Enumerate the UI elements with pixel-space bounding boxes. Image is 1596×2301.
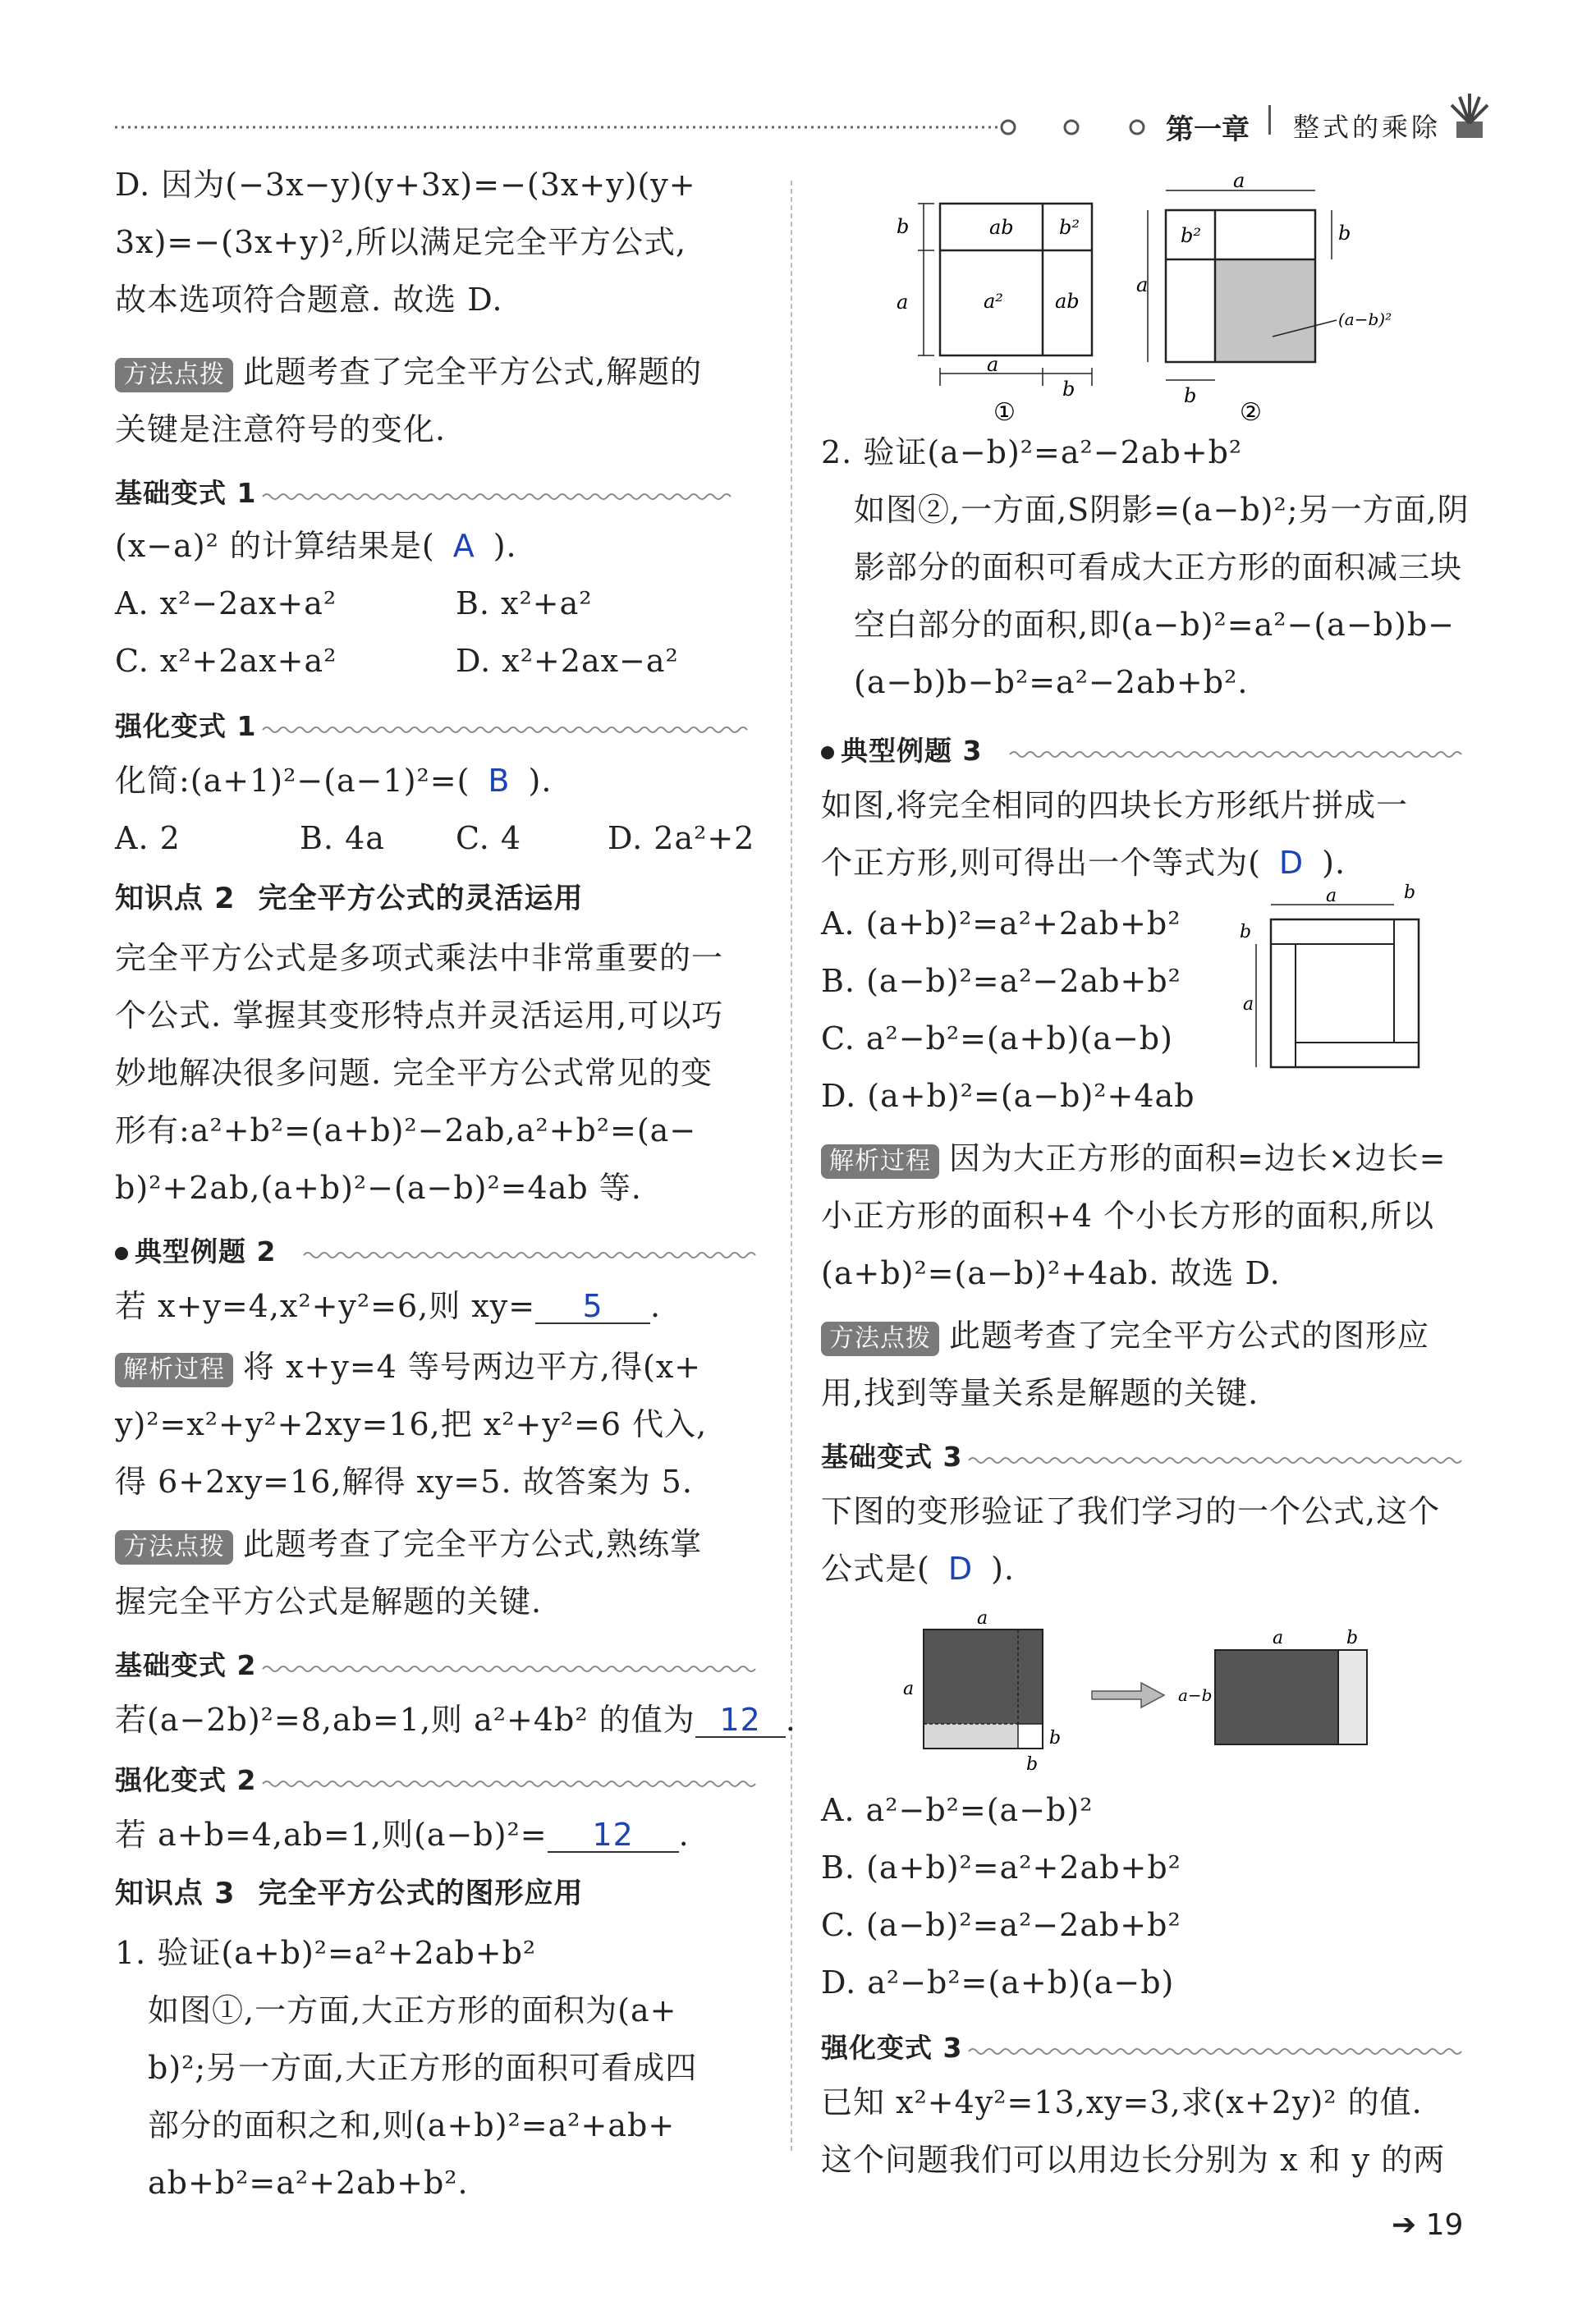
section-title: 基础变式 3 [821,1441,963,1473]
fig4-bottom-b: b [1026,1754,1039,1775]
question-line [115,1814,690,1855]
answer-blank: 5 [535,1290,650,1324]
text-line: 1. 验证(a+b)²=a²+2ab+b² [115,1935,537,1971]
fig1-label-b2: b² [1059,216,1080,239]
option-d: D. x²+2ax−a² [456,643,679,679]
option-b: B. x²+a² [456,585,593,621]
solution-tag: 解析过程 [115,1353,233,1387]
fig3-side-a: a [1243,994,1254,1015]
question-text: ). [528,763,553,799]
text-line: 完全平方公式是多项式乘法中非常重要的一 [115,940,724,976]
tip-block [821,1315,1429,1356]
answer-text: A [452,528,475,564]
tip-text: 此题考查了完全平方公式的图形应 [949,1318,1430,1354]
answer-text: B [488,763,511,799]
question-line [115,1286,661,1327]
question-text: . [678,1817,690,1853]
fig3-top-b: b [1404,882,1416,903]
text-line: 用,找到等量关系是解题的关键. [821,1375,1259,1411]
fig2-label-amb: (a−b)² [1338,309,1392,329]
solution-text: 将 x+y=4 等号两边平方,得(x+ [243,1349,702,1385]
fig1-side-a: a [897,291,909,314]
kp-label: 知识点 2 [115,882,236,915]
wavy-rule [263,724,755,736]
option-d: D. a²−b²=(a+b)(a−b) [821,1964,1175,2001]
text-line: 形有:a²+b²=(a+b)²−2ab,a²+b²=(a− [115,1112,697,1148]
arrow-right-icon: ➔ [1392,2208,1417,2242]
question-text: 公式是( [821,1551,930,1587]
wavy-rule [263,1778,755,1790]
fig1-bottom-b: b [1062,378,1075,401]
fig1-side-b: b [897,215,910,238]
kp-title: 完全平方公式的灵活运用 [258,882,584,915]
text-line: 个公式. 掌握其变形特点并灵活运用,可以巧 [115,997,724,1034]
answer-text: D [1278,845,1305,881]
text-line: 2. 验证(a−b)²=a²−2ab+b² [821,434,1243,470]
solution-block [821,1138,1447,1179]
fig4-right-a: a [1273,1628,1284,1648]
option-c: C. (a−b)²=a²−2ab+b² [821,1907,1181,1943]
section-title: 强化变式 1 [115,710,257,742]
text-line: 部分的面积之和,则(a+b)²=a²+ab+ [148,2107,676,2143]
fig4-side-a: a [903,1679,915,1699]
question-text: 若(a−2b)²=8,ab=1,则 a²+4b² 的值为 [115,1702,695,1738]
example-title: 典型例题 3 [841,735,983,767]
section-title: 强化变式 2 [115,1764,257,1796]
wavy-rule [1010,749,1461,760]
header-dotted-rule [115,115,1018,140]
example-heading [821,731,982,772]
question-text: 化简:(a+1)²−(a−1)²=( [115,763,470,799]
wavy-rule [969,1455,1461,1466]
header-separator [1268,105,1271,135]
figure-2-square [1136,169,1453,427]
question-text: 若 a+b=4,ab=1,则(a−b)²= [115,1817,548,1853]
solution-block [115,1346,701,1387]
text-line: 空白部分的面积,即(a−b)²=a²−(a−b)b− [854,607,1455,643]
text-line: 影部分的面积可看成大正方形的面积减三块 [854,549,1463,585]
chapter-label: 第一章 [1166,113,1250,146]
fig4-label-amb: a−b [1178,1685,1213,1705]
fig2-bottom-b: b [1184,384,1197,407]
figure-4-transform [903,1609,1396,1790]
option-c: C. 4 [456,820,522,856]
chapter-title: 整式的乘除 [1293,112,1442,143]
option-d: D. (a+b)²=(a−b)²+4ab [821,1078,1195,1114]
text-line: 下图的变形验证了我们学习的一个公式,这个 [821,1493,1441,1529]
tip-tag: 方法点拨 [821,1322,939,1356]
text-line: 握完全平方公式是解题的关键. [115,1584,543,1620]
header-circles [1059,115,1158,140]
knowledge-point-heading [115,1873,584,1914]
text-line: D. 因为(−3x−y)(y+3x)=−(3x+y)(y+ [115,167,696,203]
figure-1-square [887,181,1149,427]
option-b: B. (a−b)²=a²−2ab+b² [821,963,1181,999]
solution-tag: 解析过程 [821,1144,939,1179]
bullet-dot [821,746,834,759]
figure-3-square [1240,882,1445,1075]
tip-tag: 方法点拨 [115,1530,233,1565]
option-c: C. a²−b²=(a+b)(a−b) [821,1020,1173,1057]
fig3-side-b: b [1240,922,1252,942]
section-title: 基础变式 2 [115,1649,257,1681]
text-line: (a+b)²=(a−b)²+4ab. 故选 D. [821,1255,1281,1291]
example-heading [115,1231,276,1272]
question-text: ). [991,1551,1015,1587]
page-number: 19 [1425,2208,1464,2242]
text-line: 关键是注意符号的变化. [115,411,447,447]
option-a: A. (a+b)²=a²+2ab+b² [821,905,1181,942]
fig2-label-b2: b² [1181,224,1201,247]
page-number-area [1392,2208,1463,2242]
example-title: 典型例题 2 [135,1235,277,1267]
text-line: 如图①,一方面,大正方形的面积为(a+ [148,1992,677,2028]
text-line: 如图,将完全相同的四块长方形纸片拼成一 [821,787,1409,823]
solution-text: 因为大正方形的面积=边长×边长= [949,1140,1447,1176]
text-line: 妙地解决很多问题. 完全平方公式常见的变 [115,1055,713,1091]
tip-block [115,1524,702,1565]
wavy-rule [304,1249,755,1261]
option-a: A. 2 [115,820,181,856]
question-line [115,760,552,801]
text-line: 如图②,一方面,S阴影=(a−b)²;另一方面,阴 [854,492,1470,528]
section-title: 强化变式 3 [821,2032,963,2064]
answer-text: D [947,1551,974,1587]
kp-label: 知识点 3 [115,1877,236,1910]
text-line: ab+b²=a²+2ab+b². [148,2165,469,2201]
question-text: . [650,1288,662,1324]
fig2-top-a: a [1233,169,1245,192]
wavy-rule [969,2046,1461,2057]
text-line: (a−b)b−b²=a²−2ab+b². [854,664,1249,700]
fig1-label-ab: ab [989,216,1014,239]
question-line [115,1699,796,1740]
tip-block [115,351,702,392]
text-line: b)²;另一方面,大正方形的面积可看成四 [148,2050,698,2086]
fig1-label-ab2: ab [1055,290,1080,313]
option-b: B. 4a [300,820,385,856]
plant-icon [1445,92,1494,141]
text-line: 这个问题我们可以用边长分别为 x 和 y 的两 [821,2142,1446,2178]
tip-text: 此题考查了完全平方公式,熟练掌 [243,1526,703,1562]
question-text: ). [1322,845,1346,881]
knowledge-point-heading [115,878,584,919]
question-line [115,525,517,566]
fig1-bottom-a: a [987,353,999,376]
wavy-rule [263,1663,755,1675]
fig2-side-b: b [1338,222,1351,245]
question-text: ). [493,528,517,564]
answer-blank: 12 [695,1703,786,1738]
bullet-dot [115,1247,128,1260]
question-line [821,842,1346,883]
fig4-top-a: a [977,1608,988,1629]
fig1-number: ① [993,398,1016,427]
question-text: 个正方形,则可得出一个等式为( [821,845,1261,881]
text-line: 已知 x²+4y²=13,xy=3,求(x+2y)² 的值. [821,2084,1423,2120]
option-d: D. 2a²+2 [608,820,755,856]
text-line: 得 6+2xy=16,解得 xy=5. 故答案为 5. [115,1464,693,1500]
question-text: . [785,1702,796,1738]
fig2-side-a: a [1136,273,1149,296]
text-line: 故本选项符合题意. 故选 D. [115,282,503,318]
option-c: C. x²+2ax+a² [115,643,337,679]
tip-tag: 方法点拨 [115,358,233,392]
fig1-label-a2: a² [984,290,1003,313]
fig4-side-b: b [1049,1728,1062,1749]
section-title: 基础变式 1 [115,477,257,509]
question-line [821,1548,1015,1589]
text-line: b)²+2ab,(a+b)²−(a−b)²=4ab 等. [115,1170,642,1206]
kp-title: 完全平方公式的图形应用 [258,1877,584,1910]
fig3-top-a: a [1326,886,1337,906]
fig4-right-b: b [1346,1628,1359,1648]
text-line: 3x)=−(3x+y)²,所以满足完全平方公式, [115,224,687,260]
answer-blank: 12 [548,1818,679,1853]
option-a: A. a²−b²=(a−b)² [821,1792,1094,1828]
text-line: 小正方形的面积+4 个小长方形的面积,所以 [821,1198,1435,1234]
fig2-number: ② [1240,398,1262,427]
text-line: y)²=x²+y²+2xy=16,把 x²+y²=6 代入, [115,1406,708,1442]
wavy-rule [263,491,755,502]
tip-text: 此题考查了完全平方公式,解题的 [243,354,703,390]
option-a: A. x²−2ax+a² [115,585,337,621]
column-divider [791,181,792,2151]
question-text: 若 x+y=4,x²+y²=6,则 xy= [115,1288,536,1324]
option-b: B. (a+b)²=a²+2ab+b² [821,1850,1181,1886]
question-text: (x−a)² 的计算结果是( [115,528,435,564]
arrow-right-icon [1092,1683,1164,1707]
